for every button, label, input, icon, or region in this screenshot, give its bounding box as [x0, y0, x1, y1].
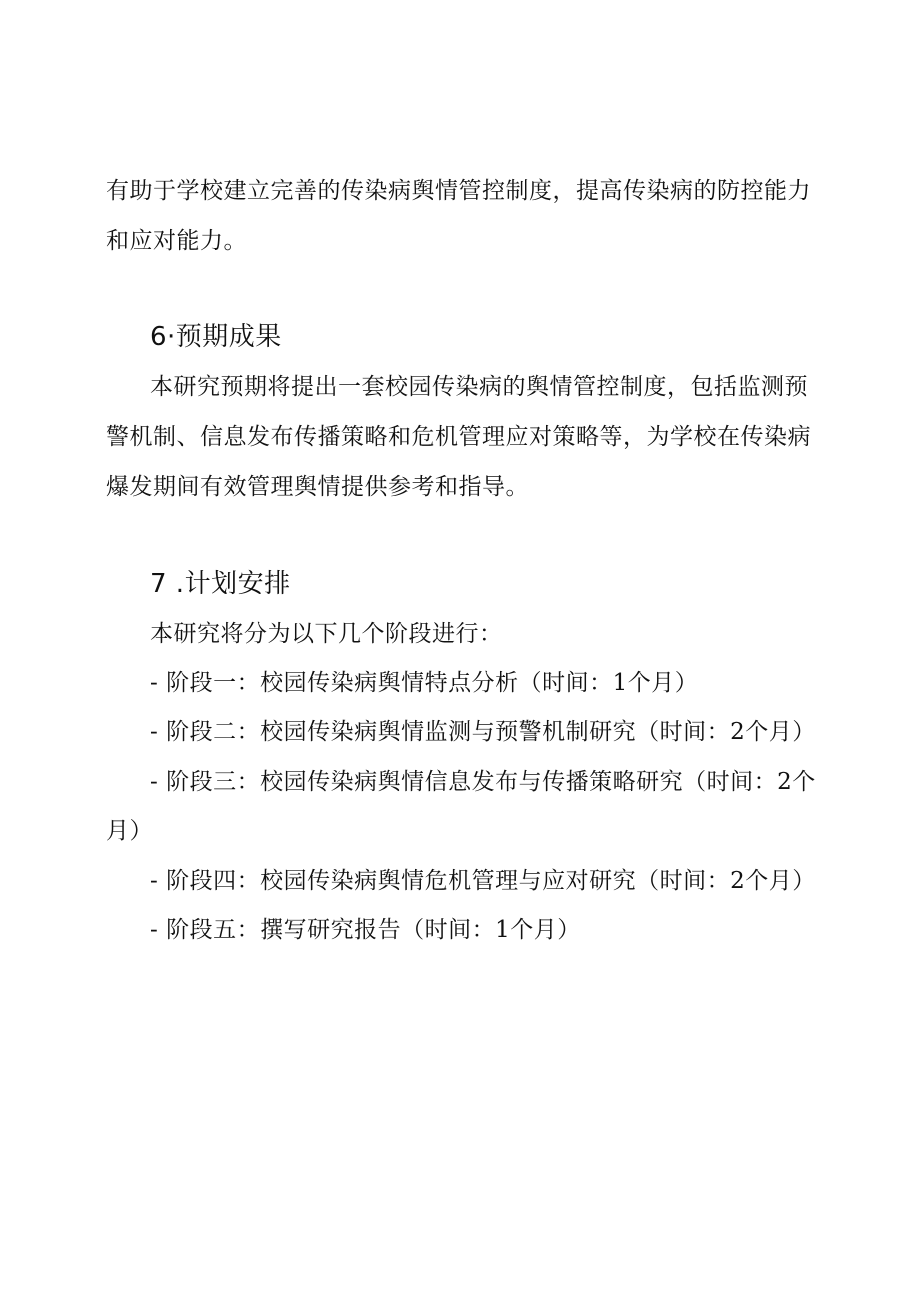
stage-2: - 阶段二：校园传染病舆情监测与预警机制研究（时间：2个月） [150, 719, 816, 745]
intro-line-2: 和应对能力。 [106, 228, 247, 254]
section-6-line-3: 爆发期间有效管理舆情提供参考和指导。 [106, 474, 529, 500]
intro-line-1: 有助于学校建立完善的传染病舆情管控制度，提高传染病的防控能力 [106, 178, 811, 204]
stage-3-continued: 月） [106, 818, 153, 844]
stage-5: - 阶段五：撰写研究报告（时间：1个月） [150, 917, 581, 943]
section-7-heading: 7 .计划安排 [150, 569, 291, 599]
stage-3: - 阶段三：校园传染病舆情信息发布与传播策略研究（时间：2个 [150, 769, 816, 795]
section-7-intro: 本研究将分为以下几个阶段进行： [150, 621, 503, 647]
section-6-line-1: 本研究预期将提出一套校园传染病的舆情管控制度，包括监测预 [150, 374, 808, 400]
stage-4: - 阶段四：校园传染病舆情危机管理与应对研究（时间：2个月） [150, 868, 816, 894]
section-6-line-2: 警机制、信息发布传播策略和危机管理应对策略等，为学校在传染病 [106, 424, 811, 450]
stage-1: - 阶段一：校园传染病舆情特点分析（时间：1个月） [150, 670, 699, 696]
section-6-heading: 6·预期成果 [150, 322, 282, 352]
